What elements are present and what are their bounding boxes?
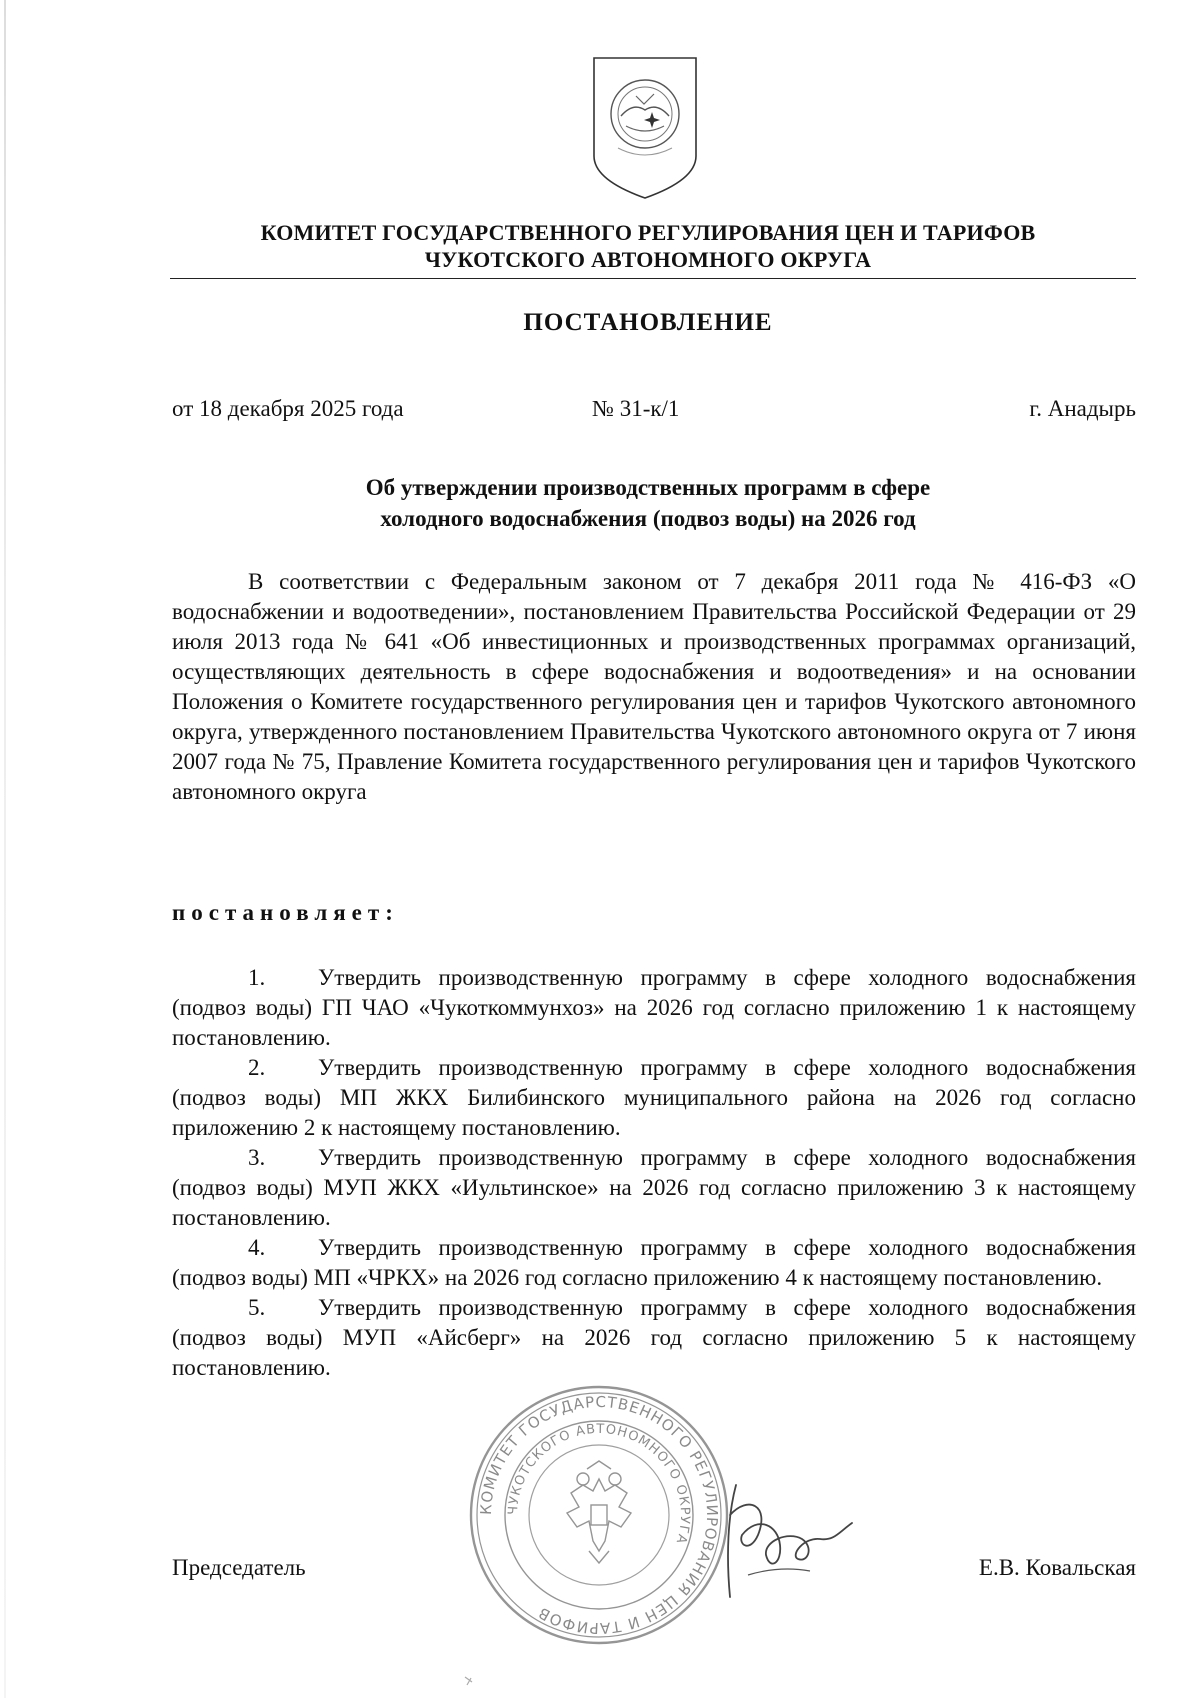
resolution-items — [172, 963, 1136, 1383]
document-number: № 31-к/1 — [592, 396, 680, 421]
resolution-item-text: Утвердить производственную программу в сфере холодного водоснабжения (подвоз воды) ГП ЧАО «Чукоткоммунхоз» на 2026 год согласно приложению 1 к настоящему постановлению. — [172, 965, 1136, 1050]
resolution-item-text: Утвердить производственную программу в сфере холодного водоснабжения (подвоз воды) МУП «Айсберг» на 2026 год согласно приложению 5 к настоящему постановлению. — [172, 1295, 1136, 1380]
double-headed-eagle-icon — [567, 1461, 631, 1563]
document-city: г. Анадырь — [1029, 396, 1136, 421]
preamble-paragraph: В соответствии с Федеральным законом от 7 декабря 2011 года № 416-ФЗ «О водоснабжении и водоотведении», постановлением Правительства Российской Федерации от 29 июля 2013 года № 641 «Об инвестиционных и производственных программах организаций, осуществляющих деятельность в сфере водоснабжения и водоотведения» и на основании Положения о Комитете государственного регулирования цен и тарифов Чукотского автономного округа, утвержденного постановлением Правительства Чукотского автономного округа от 7 июня 2007 года № 75, Правление Комитета государственного регулирования цен и тарифов Чукотского автономного округа — [172, 569, 1136, 804]
resolution-item-text: Утвердить производственную программу в сфере холодного водоснабжения (подвоз воды) МУП ЖКХ «Иультинское» на 2026 год согласно приложению 3 к настоящему постановлению. — [172, 1145, 1136, 1230]
scan-edge — [4, 0, 6, 1698]
issuer-header — [160, 219, 1136, 273]
resolution-item — [172, 1143, 1136, 1233]
scan-speck — [462, 1674, 476, 1688]
resolution-item-number: 1. — [248, 965, 266, 990]
seal-inner-text: ЧУКОТСКОГО АВТОНОМНОГО ОКРУГА — [505, 1421, 693, 1547]
document-subject — [160, 472, 1136, 534]
issuer-header-line-1: КОМИТЕТ ГОСУДАРСТВЕННОГО РЕГУЛИРОВАНИЯ ЦЕН И ТАРИФОВ — [260, 220, 1036, 245]
document-subject-line-1: Об утверждении производственных программ в сфере — [365, 475, 931, 500]
document-subject-line-2: холодного водоснабжения (подвоз воды) на 2026 год — [380, 506, 916, 531]
resolution-item-text: Утвердить производственную программу в сфере холодного водоснабжения (подвоз воды) МП ЖКХ Билибинского муниципального района на 2026 год согласно приложению 2 к настоящему постановлению. — [172, 1055, 1136, 1140]
decree-word: постановляет: — [172, 900, 399, 925]
resolution-item-number: 5. — [248, 1295, 266, 1320]
resolution-item — [172, 1053, 1136, 1143]
coat-of-arms-icon — [588, 52, 702, 204]
seal-outer-text: КОМИТЕТ ГОСУДАРСТВЕННОГО РЕГУЛИРОВАНИЯ ЦЕН И ТАРИФОВ — [476, 1392, 722, 1638]
resolution-item — [172, 1233, 1136, 1293]
document-date: от 18 декабря 2025 года — [172, 396, 404, 421]
svg-text:ЧУКОТСКОГО АВТОНОМНОГО ОКРУГА — [506, 1422, 692, 1546]
header-divider — [170, 278, 1136, 279]
resolution-item-number: 3. — [248, 1145, 266, 1170]
document-meta — [172, 394, 1136, 424]
official-seal-icon — [465, 1381, 733, 1649]
document-type: ПОСТАНОВЛЕНИЕ — [523, 309, 773, 336]
signatory-name: Е.В. Ковальская — [978, 1555, 1136, 1580]
resolution-item-number: 4. — [248, 1235, 266, 1260]
resolution-item-number: 2. — [248, 1055, 266, 1080]
resolution-item-text: Утвердить производственную программу в сфере холодного водоснабжения (подвоз воды) МП «ЧРКХ» на 2026 год согласно приложению 4 к настоящему постановлению. — [172, 1235, 1136, 1290]
signature-block — [172, 1553, 1136, 1587]
resolution-item — [172, 1293, 1136, 1383]
signatory-title: Председатель — [172, 1555, 306, 1580]
issuer-header-line-2: ЧУКОТСКОГО АВТОНОМНОГО ОКРУГА — [424, 247, 872, 272]
resolution-item — [172, 963, 1136, 1053]
